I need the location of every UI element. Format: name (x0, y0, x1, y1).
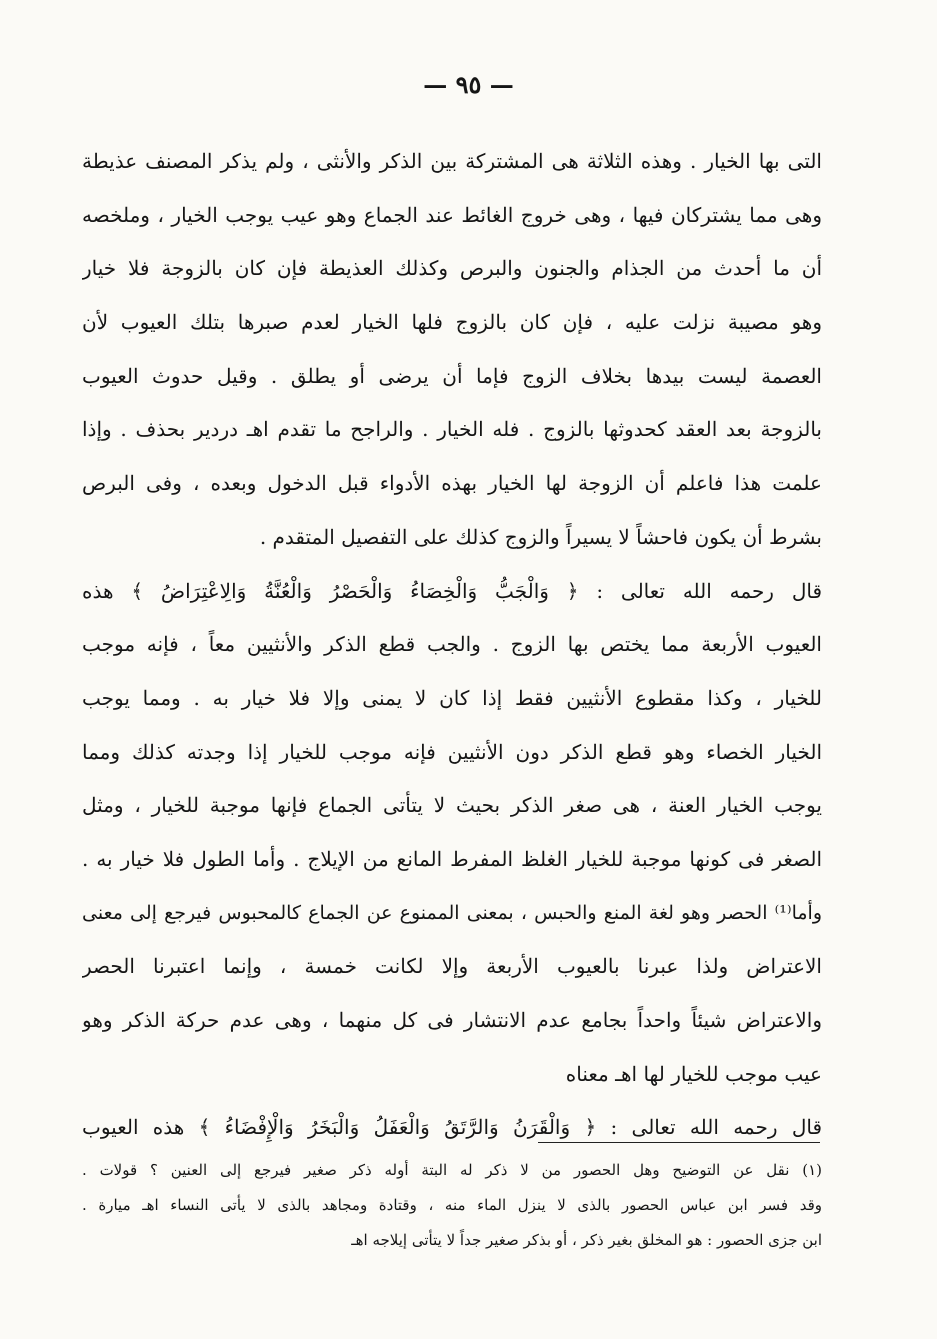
text-line: العيوب الأربعة مما يختص بها الزوج . والجب قطع الذكر والأنثيين معاً ، فإنه موجب (82, 632, 822, 657)
page-number: — ٩٥ — (423, 70, 514, 99)
text-line: والاعتراض شيئاً واحداً بجامع عدم الانتشار فى كل منهما ، وهى عدم حركة الذكر وهو (82, 1008, 822, 1032)
text-line: يوجب الخيار العنة ، هى صغر الذكر بحيث لا يتأتى الجماع فإنها موجبة للخيار ، ومثل (82, 793, 822, 818)
footnote-line: (١) نقل عن التوضيح وهل الحصور من لا ذكر له البتة أوله ذكر صغير فيرجع إلى العنين ؟ قولات . (82, 1161, 822, 1179)
text-line: أن ما أحدث من الجذام والجنون والبرص وكذلك العذيطة فإن كان بالزوجة فلا خيار (82, 256, 822, 281)
text-line: بالزوجة بعد العقد كحدوثها بالزوج . فله الخيار . والراجح ما تقدم اهـ دردير بحذف . وإذا (82, 417, 822, 442)
text-line: العصمة ليست بيدها بخلاف الزوج فإما أن يرضى أو يطلق . وقيل حدوث العيوب (82, 363, 822, 388)
footnotes (82, 1153, 822, 1258)
text-line: التى بها الخيار . وهذه الثلاثة هى المشتركة بين الذكر والأنثى ، ولم يذكر المصنف عذيطة (82, 149, 822, 173)
footnote-line: وقد فسر ابن عباس الحصور بالذى لا ينزل الماء منه ، وقتادة ومجاهد بالذى لا يأتى النساء اهـ ميارة . (82, 1196, 822, 1214)
footnote-divider (538, 1142, 820, 1143)
text-line: وأما⁽¹⁾ الحصر وهو لغة المنع والحبس ، بمعنى الممنوع عن الجماع كالمحبوس فيرجع إلى معنى (82, 901, 822, 924)
text-line: وهى مما يشتركان فيها ، وهى خروج الغائط عند الجماع وهو عيب يوجب الخيار ، وملخصه (82, 202, 822, 227)
text-line: قال رحمه الله تعالى : ﴿ وَالْقَرَنُ وَالرَّتَقُ وَالْعَفَلُ وَالْبَخَرُ وَالْإِفْضَاءُ ﴾ هذه العيوب (82, 1115, 822, 1140)
text-line: وهو مصيبة نزلت عليه ، فإن كان بالزوج فلها الخيار لعدم صبرها بتلك العيوب لأن (82, 310, 822, 335)
footnote-line: ابن جزى الحصور : هو المخلق بغير ذكر ، أو بذكر صغير جداً لا يتأتى إيلاجه اهـ (351, 1231, 822, 1249)
paragraph-end-line: بشرط أن يكون فاحشاً لا يسيراً والزوج كذلك على التفصيل المتقدم . (259, 524, 822, 549)
text-line: للخيار ، وكذا مقطوع الأنثيين فقط إذا كان لا يمنى وإلا فلا خيار به . ومما يوجب (82, 685, 822, 710)
text-line: الاعتراض ولذا عبرنا بالعيوب الأربعة وإلا لكانت خمسة ، وإنما اعتبرنا الحصر (82, 954, 822, 979)
paragraph-end-line: عيب موجب للخيار لها اهـ معناه (565, 1061, 822, 1086)
text-line: الخيار الخصاء وهو قطع الذكر دون الأنثيين فإنه موجب للخيار إذا وجدته كذلك ومما (82, 739, 822, 764)
text-line: قال رحمه الله تعالى : ﴿ وَالْجَبُّ وَالْخِصَاءُ وَالْحَصْرُ وَالْعُنَّةُ وَالِاعْتِرَاضُ ﴾ هذه (82, 578, 822, 603)
text-line: الصغر فى كونها موجبة للخيار الغلظ المفرط المانع من الإيلاج . وأما الطول فلا خيار به . (82, 846, 822, 871)
body-text (82, 135, 822, 1155)
text-line: علمت هذا فاعلم أن الزوجة لها الخيار بهذه الأدواء قبل الدخول وبعده ، وفى البرص (82, 471, 822, 496)
